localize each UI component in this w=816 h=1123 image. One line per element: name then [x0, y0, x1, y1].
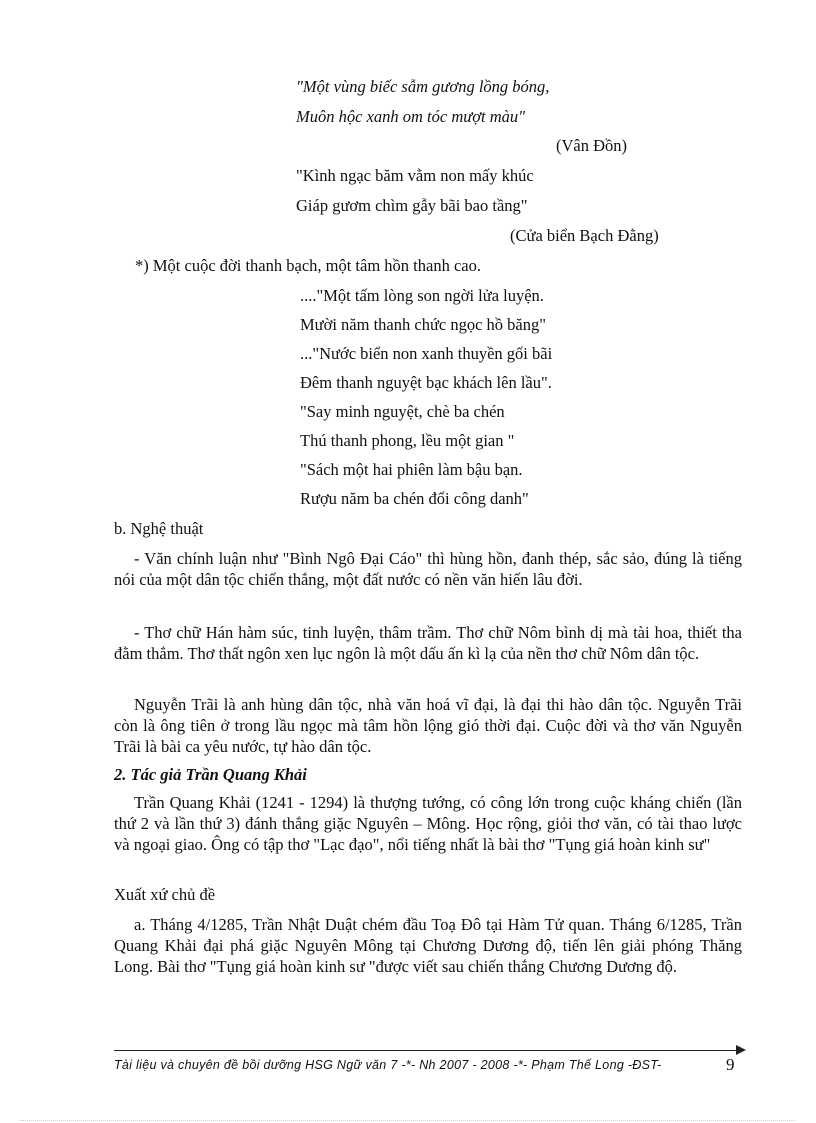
- art-paragraph: - Thơ chữ Hán hàm súc, tinh luyện, thâm trầm. Thơ chữ Nôm bình dị mà tài hoa, thiết tha đằm thắm. Thơ thất ngôn xen lục ngôn là một dấu ấn kì lạ của nền thơ chữ Nôm dân tộc.: [114, 623, 742, 663]
- poem-line: Đêm thanh nguyệt bạc khách lên lầu".: [300, 373, 552, 392]
- art-paragraph: - Văn chính luận như "Bình Ngô Đại Cáo" thì hùng hồn, đanh thép, sắc sảo, đúng là tiếng nói của một dân tộc chiến thắng, một đất nước có nền văn hiến lâu đời.: [114, 549, 742, 589]
- art-heading: b. Nghệ thuật: [114, 519, 204, 538]
- footer-rule: [114, 1050, 738, 1051]
- poem-line: Thú thanh phong, lều một gian ": [300, 431, 515, 450]
- section-subheading: *) Một cuộc đời thanh bạch, một tâm hồn thanh cao.: [135, 256, 481, 275]
- author-intro-paragraph: Trần Quang Khải (1241 - 1294) là thượng tướng, có công lớn trong cuộc kháng chiến (lần thứ 2 và lần thứ 3) đánh thắng giặc Nguyên – Mông. Học rộng, giỏi thơ văn, có tài thao lược và ngoại giao. Ông có tập thơ "Lạc đạo", nổi tiếng nhất là bài thơ "Tụng giá hoàn kinh sư": [114, 793, 742, 854]
- page-number: 9: [726, 1055, 735, 1074]
- poem-line: ..."Nước biển non xanh thuyền gối bãi: [300, 344, 553, 363]
- origin-paragraph: a. Tháng 4/1285, Trần Nhật Duật chém đầu Toạ Đô tại Hàm Tử quan. Tháng 6/1285, Trần Quang Khải đại phá giặc Nguyên Mông tại Chương Dương độ, tiến lên giải phóng Thăng Long. Bài thơ "Tụng giá hoàn kinh sư "được viết sau chiến thắng Chương Dương độ.: [114, 915, 742, 976]
- poem-line: Giáp gươm chìm gẫy bãi bao tầng": [296, 196, 528, 215]
- poem-line: "Kình ngạc băm vằm non mấy khúc: [296, 166, 534, 185]
- poem-line: Rượu năm ba chén đổi công danh": [300, 489, 529, 508]
- page-bottom-divider: [20, 1120, 796, 1121]
- poem-line: Muôn hộc xanh om tóc mượt màu": [296, 107, 526, 126]
- poem-line: Mười năm thanh chức ngọc hồ băng": [300, 315, 546, 334]
- poem-source: (Cửa biển Bạch Đằng): [510, 226, 659, 245]
- poem-line: "Say minh nguyệt, chè ba chén: [300, 402, 505, 421]
- poem-source: (Vân Đồn): [556, 136, 628, 155]
- origin-heading: Xuất xứ chủ đề: [114, 885, 216, 904]
- footer-arrow-icon: [736, 1045, 746, 1055]
- section-heading: 2. Tác giả Trần Quang Khải: [114, 765, 307, 784]
- conclusion-paragraph: Nguyễn Trãi là anh hùng dân tộc, nhà văn hoá vĩ đại, là đại thi hào dân tộc. Nguyễn Trãi còn là ông tiên ở trong lầu ngọc mà tâm hồn lộng gió thời đại. Cuộc đời và thơ văn Nguyễn Trãi là bài ca yêu nước, tự hào dân tộc.: [114, 695, 742, 756]
- poem-line: ...."Một tấm lòng son ngời lửa luyện.: [300, 286, 544, 305]
- poem-line: "Sách một hai phiên làm bậu bạn.: [300, 460, 523, 479]
- poem-line: "Một vùng biếc sẫm gương lồng bóng,: [296, 77, 550, 96]
- footer-text: Tài liệu và chuyên đề bồi dưỡng HSG Ngữ văn 7 -*- Nh 2007 - 2008 -*- Phạm Thế Long -ĐST-: [114, 1058, 662, 1072]
